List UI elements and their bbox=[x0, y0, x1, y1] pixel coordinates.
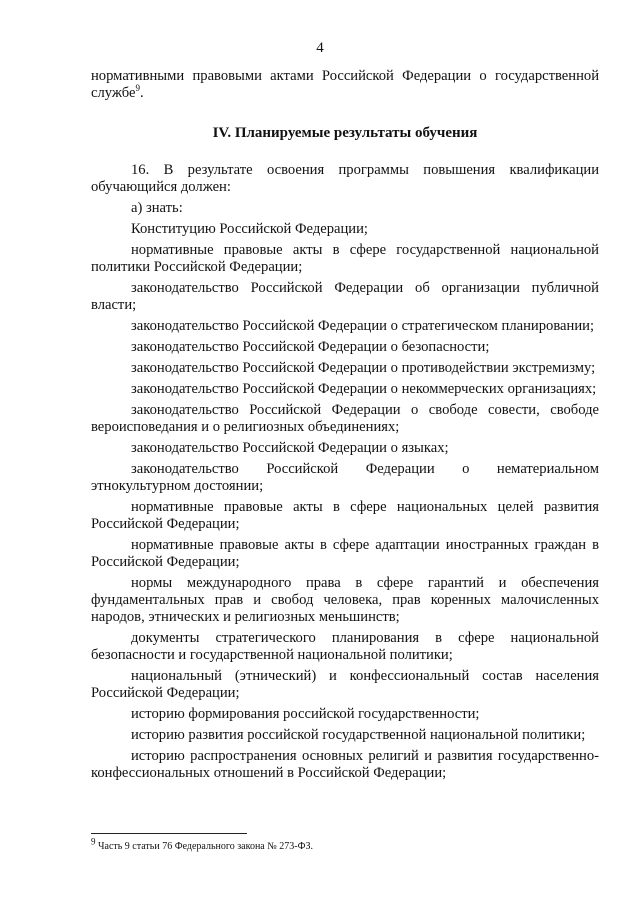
list-paragraph: нормативные правовые акты в сфере адаптации иностранных граждан в Российской Федерации; bbox=[91, 537, 599, 570]
list-paragraph: законодательство Российской Федерации о свободе совести, свободе вероисповедания и о религиозных объединениях; bbox=[91, 402, 599, 435]
list-paragraph: законодательство Российской Федерации о противодействии экстремизму; bbox=[131, 360, 596, 376]
list-paragraph: законодательство Российской Федерации о нематериальном этнокультурном достоянии; bbox=[91, 461, 599, 494]
page-number: 4 bbox=[316, 40, 324, 56]
section-title: IV. Планируемые результаты обучения bbox=[212, 125, 478, 141]
footnote-marker: 9 bbox=[91, 836, 96, 847]
list-paragraph: законодательство Российской Федерации об организации публичной власти; bbox=[91, 280, 599, 313]
list-paragraph: законодательство Российской Федерации о безопасности; bbox=[131, 339, 490, 355]
list-paragraph: законодательство Российской Федерации о стратегическом планировании; bbox=[131, 318, 595, 334]
footnote-reference: 9 bbox=[135, 83, 140, 94]
intro-paragraph bbox=[91, 68, 599, 102]
list-paragraph: 16. В результате освоения программы повышения квалификации обучающийся должен: bbox=[91, 162, 599, 195]
list-paragraph: историю распространения основных религий и развития государственно-конфессиональных отношений в Российской Федерации; bbox=[91, 748, 599, 781]
footnote-divider bbox=[91, 833, 247, 834]
list-paragraph: нормативные правовые акты в сфере государственной национальной политики Российской Федерации; bbox=[91, 242, 599, 275]
list-paragraph: законодательство Российской Федерации о языках; bbox=[131, 440, 449, 456]
list-paragraph: историю формирования российской государственности; bbox=[131, 706, 480, 722]
list-paragraph: Конституцию Российской Федерации; bbox=[131, 221, 368, 237]
footnote bbox=[91, 836, 599, 853]
list-paragraph: национальный (этнический) и конфессиональный состав населения Российской Федерации; bbox=[91, 668, 599, 701]
list-paragraph: историю развития российской государственной национальной политики; bbox=[131, 727, 586, 743]
list-paragraph: нормативные правовые акты в сфере национальных целей развития Российской Федерации; bbox=[91, 499, 599, 532]
list-paragraph: нормы международного права в сфере гарантий и обеспечения фундаментальных прав и свобод человека, прав коренных малочисленных народов, этнических и религиозных меньшинств; bbox=[91, 575, 599, 625]
footnote-text: Часть 9 статьи 76 Федерального закона № 273-ФЗ. bbox=[98, 841, 314, 852]
list-paragraph: законодательство Российской Федерации о некоммерческих организациях; bbox=[131, 381, 597, 397]
list-paragraph: а) знать: bbox=[131, 200, 183, 216]
page-content bbox=[91, 68, 599, 786]
intro-text: нормативными правовыми актами Российской Федерации о государственной службе bbox=[91, 68, 599, 101]
list-paragraph: документы стратегического планирования в сфере национальной безопасности и государственной национальной политики; bbox=[91, 630, 599, 663]
intro-tail: . bbox=[139, 85, 144, 101]
